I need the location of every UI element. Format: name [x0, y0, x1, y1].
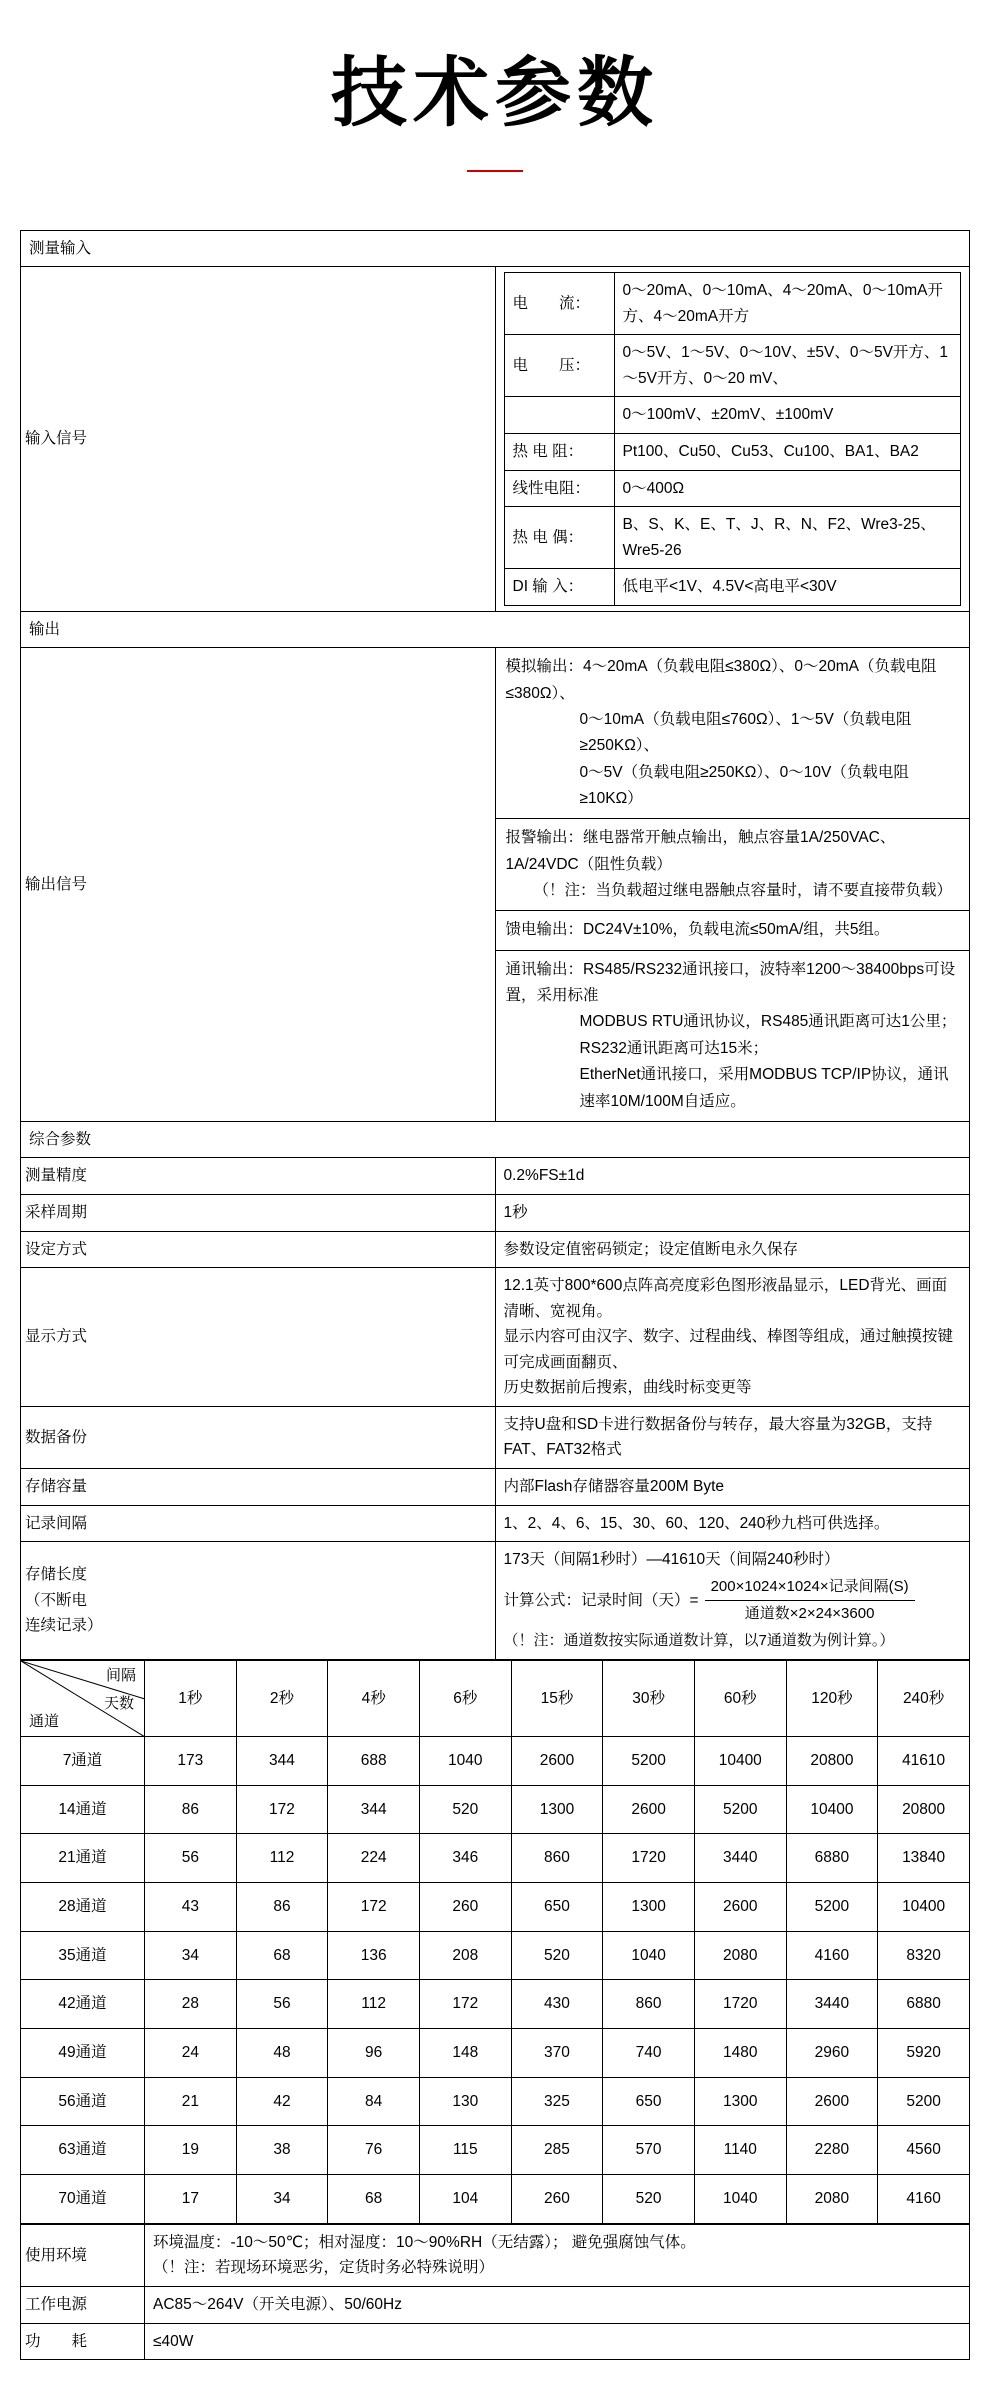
cell: 48 — [236, 2029, 328, 2078]
row-label-display: 显示方式 — [21, 1268, 496, 1407]
row-header: 49通道 — [21, 2029, 145, 2078]
cell: 740 — [603, 2029, 695, 2078]
table-row — [21, 2029, 970, 2078]
cell: 1040 — [603, 1931, 695, 1980]
length-line-1: 173天（间隔1秒时）—41610天（间隔240秒时） — [503, 1551, 840, 1569]
list-item — [504, 335, 961, 397]
cell: 5200 — [694, 1785, 786, 1834]
env-line-2: （！注：若现场环境恶劣，定货时务必特殊说明） — [153, 2259, 495, 2277]
cell: 112 — [236, 1834, 328, 1883]
output-comm-key: 通讯输出： — [505, 960, 584, 978]
cell: 650 — [603, 2077, 695, 2126]
col-header: 4秒 — [328, 1660, 420, 1736]
list-item — [496, 950, 970, 1121]
output-analog-key: 模拟输出： — [505, 658, 584, 676]
output-analog — [496, 648, 970, 819]
cell: 41610 — [878, 1736, 970, 1785]
cell: 8320 — [878, 1931, 970, 1980]
cell: 172 — [328, 1883, 420, 1932]
cell: 4160 — [878, 2175, 970, 2224]
row-label-length — [21, 1542, 496, 1660]
input-signal-value: 0～100mV、±20mV、±100mV — [614, 397, 961, 434]
cell: 172 — [419, 1980, 511, 2029]
cell: 208 — [419, 1931, 511, 1980]
section-header-general — [21, 1121, 970, 1158]
cell: 76 — [328, 2126, 420, 2175]
table-row — [21, 1931, 970, 1980]
cell: 56 — [145, 1834, 237, 1883]
cell: 148 — [419, 2029, 511, 2078]
matrix-corner-cell — [21, 1660, 145, 1736]
cell: 1720 — [694, 1980, 786, 2029]
cell: 430 — [511, 1980, 603, 2029]
input-signal-value: 0～5V、1～5V、0～10V、±5V、0～5V开方、1～5V开方、0～20 mV、 — [614, 335, 961, 397]
output-analog-line-1: 4～20mA（负载电阻≤380Ω）、0～20mA（负载电阻≤380Ω）、 — [505, 658, 937, 702]
cell: 224 — [328, 1834, 420, 1883]
col-header: 30秒 — [603, 1660, 695, 1736]
row-label-input-signal: 输入信号 — [21, 267, 496, 612]
table-row — [21, 1980, 970, 2029]
cell: 17 — [145, 2175, 237, 2224]
section-header-measure-input — [21, 230, 970, 267]
input-signal-key: 热 电 阻： — [504, 433, 614, 470]
row-header: 28通道 — [21, 1883, 145, 1932]
cell: 1040 — [419, 1736, 511, 1785]
formula-fraction — [705, 1575, 915, 1628]
row-header: 56通道 — [21, 2077, 145, 2126]
row-header: 70通道 — [21, 2175, 145, 2224]
table-row — [21, 1785, 970, 1834]
page-title-block — [20, 0, 970, 182]
cell: 104 — [419, 2175, 511, 2224]
output-analog-line-3: 0～5V（负载电阻≥250KΩ）、0～10V（负载电阻≥10KΩ） — [579, 763, 909, 808]
input-signal-value: 0～400Ω — [614, 470, 961, 507]
list-item — [504, 569, 961, 606]
row-value-display — [495, 1268, 970, 1407]
cell: 2080 — [694, 1931, 786, 1980]
output-analog-line-2: 0～10mA（负载电阻≤760Ω）、1～5V（负载电阻≥250KΩ）、 — [579, 711, 912, 755]
output-signal-groups — [496, 648, 970, 1121]
cell: 112 — [328, 1980, 420, 2029]
cell: 5200 — [786, 1883, 878, 1932]
input-signal-key: 热 电 偶： — [504, 507, 614, 569]
cell: 1480 — [694, 2029, 786, 2078]
cell: 38 — [236, 2126, 328, 2175]
cell: 325 — [511, 2077, 603, 2126]
row-label-environment: 使用环境 — [21, 2224, 145, 2286]
row-value-sampling: 1秒 — [495, 1194, 970, 1231]
row-accuracy — [21, 1158, 970, 1195]
table-row — [21, 1736, 970, 1785]
row-label-accuracy: 测量精度 — [21, 1158, 496, 1195]
row-output-signal — [21, 648, 970, 1122]
section-header-measure-input-label: 测量输入 — [21, 230, 970, 267]
col-header: 240秒 — [878, 1660, 970, 1736]
row-interval — [21, 1505, 970, 1542]
row-power — [21, 2286, 970, 2323]
row-value-setting: 参数设定值密码锁定；设定值断电永久保存 — [495, 1231, 970, 1268]
output-comm-line-2: MODBUS RTU通讯协议，RS485通讯距离可达1公里；RS232通讯距离可达15米； — [579, 1013, 957, 1057]
row-display — [21, 1268, 970, 1407]
cell: 19 — [145, 2126, 237, 2175]
row-label-storage: 存储容量 — [21, 1469, 496, 1506]
row-environment — [21, 2224, 970, 2286]
cell: 10400 — [694, 1736, 786, 1785]
row-label-sampling: 采样周期 — [21, 1194, 496, 1231]
cell: 2280 — [786, 2126, 878, 2175]
cell: 43 — [145, 1883, 237, 1932]
input-signal-value: 0～20mA、0～10mA、4～20mA、0～10mA开方、4～20mA开方 — [614, 273, 961, 335]
row-consumption — [21, 2323, 970, 2360]
row-label-setting: 设定方式 — [21, 1231, 496, 1268]
row-header: 21通道 — [21, 1834, 145, 1883]
page-title: 技术参数 — [331, 51, 659, 136]
cell: 20800 — [786, 1736, 878, 1785]
list-item — [496, 819, 970, 911]
output-feed-key: 馈电输出： — [505, 921, 584, 939]
row-length — [21, 1542, 970, 1660]
section-header-output — [21, 611, 970, 648]
cell: 56 — [236, 1980, 328, 2029]
list-item — [504, 470, 961, 507]
cell: 260 — [511, 2175, 603, 2224]
cell: 172 — [236, 1785, 328, 1834]
cell: 84 — [328, 2077, 420, 2126]
cell: 860 — [511, 1834, 603, 1883]
cell: 130 — [419, 2077, 511, 2126]
col-header: 120秒 — [786, 1660, 878, 1736]
cell: 2600 — [511, 1736, 603, 1785]
cell: 1720 — [603, 1834, 695, 1883]
cell: 24 — [145, 2029, 237, 2078]
display-line-2: 显示内容可由汉字、数字、过程曲线、棒图等组成，通过触摸按键可完成画面翻页、 — [503, 1328, 954, 1371]
cell: 4560 — [878, 2126, 970, 2175]
row-label-backup: 数据备份 — [21, 1406, 496, 1468]
table-header-row — [21, 1660, 970, 1736]
output-feed — [496, 911, 970, 950]
cell: 1300 — [694, 2077, 786, 2126]
row-value-backup: 支持U盘和SD卡进行数据备份与转存，最大容量为32GB，支持FAT、FAT32格式 — [495, 1406, 970, 1468]
cell: 344 — [236, 1736, 328, 1785]
cell: 1040 — [694, 2175, 786, 2224]
col-header: 2秒 — [236, 1660, 328, 1736]
cell: 2600 — [694, 1883, 786, 1932]
display-line-1: 12.1英寸800*600点阵高亮度彩色图形液晶显示，LED背光、画面清晰、宽视角。 — [503, 1277, 948, 1320]
section-header-general-label: 综合参数 — [21, 1121, 970, 1158]
col-header: 6秒 — [419, 1660, 511, 1736]
cell: 34 — [236, 2175, 328, 2224]
cell: 34 — [145, 1931, 237, 1980]
cell: 1300 — [603, 1883, 695, 1932]
cell: 520 — [419, 1785, 511, 1834]
table-row — [21, 2077, 970, 2126]
corner-label-days: 天数 — [103, 1694, 134, 1712]
cell: 136 — [328, 1931, 420, 1980]
cell: 260 — [419, 1883, 511, 1932]
list-item — [504, 433, 961, 470]
cell: 2600 — [786, 2077, 878, 2126]
length-label-line-3: 连续记录） — [25, 1617, 103, 1635]
row-value-output-signal — [495, 648, 970, 1122]
cell: 13840 — [878, 1834, 970, 1883]
input-signal-key: 电 流： — [504, 273, 614, 335]
row-setting — [21, 1231, 970, 1268]
output-alarm-line-1: 继电器常开触点输出，触点容量1A/250VAC、1A/24VDC（阻性负载） — [505, 829, 896, 873]
row-sampling — [21, 1194, 970, 1231]
input-signal-key — [504, 397, 614, 434]
cell: 21 — [145, 2077, 237, 2126]
row-value-accuracy: 0.2%FS±1d — [495, 1158, 970, 1195]
table-row — [21, 2175, 970, 2224]
list-item — [496, 911, 970, 950]
cell: 86 — [145, 1785, 237, 1834]
output-comm — [496, 950, 970, 1121]
cell: 1140 — [694, 2126, 786, 2175]
cell: 4160 — [786, 1931, 878, 1980]
cell: 86 — [236, 1883, 328, 1932]
cell: 2960 — [786, 2029, 878, 2078]
input-signal-value: 低电平<1V、4.5V<高电平<30V — [614, 569, 961, 606]
display-line-3: 历史数据前后搜索，曲线时标变更等 — [503, 1379, 752, 1397]
cell: 173 — [145, 1736, 237, 1785]
table-row — [21, 1883, 970, 1932]
col-header: 15秒 — [511, 1660, 603, 1736]
table-row — [21, 2126, 970, 2175]
record-time-matrix — [20, 1660, 970, 2224]
row-header: 35通道 — [21, 1931, 145, 1980]
row-header: 7通道 — [21, 1736, 145, 1785]
formula-prefix: 计算公式：记录时间（天）= — [503, 1592, 699, 1610]
row-value-environment — [145, 2224, 970, 2286]
cell: 860 — [603, 1980, 695, 2029]
cell: 1300 — [511, 1785, 603, 1834]
spec-table-footer — [20, 2224, 970, 2360]
row-value-length — [495, 1542, 970, 1660]
length-note: （！注：通道数按实际通道数计算，以7通道数为例计算。） — [503, 1632, 895, 1650]
cell: 5200 — [603, 1736, 695, 1785]
cell: 570 — [603, 2126, 695, 2175]
input-signal-key: 线性电阻： — [504, 470, 614, 507]
row-value-interval: 1、2、4、6、15、30、60、120、240秒九档可供选择。 — [495, 1505, 970, 1542]
cell: 520 — [511, 1931, 603, 1980]
row-label-power: 工作电源 — [21, 2286, 145, 2323]
row-value-storage: 内部Flash存储器容量200M Byte — [495, 1469, 970, 1506]
row-value-power: AC85～264V（开关电源）、50/60Hz — [145, 2286, 970, 2323]
list-item — [504, 397, 961, 434]
cell: 370 — [511, 2029, 603, 2078]
row-label-interval: 记录间隔 — [21, 1505, 496, 1542]
input-signal-key: 电 压： — [504, 335, 614, 397]
list-item — [504, 273, 961, 335]
cell: 346 — [419, 1834, 511, 1883]
row-value-input-signal — [495, 267, 970, 612]
section-header-output-label: 输出 — [21, 611, 970, 648]
cell: 3440 — [694, 1834, 786, 1883]
corner-label-channel: 通道 — [29, 1712, 60, 1730]
cell: 2600 — [603, 1785, 695, 1834]
cell: 650 — [511, 1883, 603, 1932]
input-signal-list — [504, 272, 962, 606]
length-label-line-2: （不断电 — [25, 1591, 88, 1609]
cell: 6880 — [878, 1980, 970, 2029]
cell: 10400 — [878, 1883, 970, 1932]
input-signal-key: DI 输 入： — [504, 569, 614, 606]
cell: 42 — [236, 2077, 328, 2126]
formula-numerator: 200×1024×1024×记录间隔(S) — [705, 1575, 915, 1602]
output-alarm-key: 报警输出： — [505, 829, 584, 847]
cell: 5200 — [878, 2077, 970, 2126]
cell: 5920 — [878, 2029, 970, 2078]
row-header: 42通道 — [21, 1980, 145, 2029]
input-signal-value: B、S、K、E、T、J、R、N、F2、Wre3-25、Wre5-26 — [614, 507, 961, 569]
row-label-output-signal: 输出信号 — [21, 648, 496, 1122]
table-row — [21, 1834, 970, 1883]
cell: 68 — [236, 1931, 328, 1980]
row-header: 63通道 — [21, 2126, 145, 2175]
cell: 2080 — [786, 2175, 878, 2224]
row-input-signal — [21, 267, 970, 612]
spec-table-main — [20, 230, 970, 1660]
length-label-line-1: 存储长度 — [25, 1566, 88, 1584]
row-storage — [21, 1469, 970, 1506]
list-item — [504, 507, 961, 569]
list-item — [496, 648, 970, 819]
row-label-consumption: 功 耗 — [21, 2323, 145, 2360]
env-line-1: 环境温度：-10～50℃；相对湿度：10～90%RH（无结露）； 避免强腐蚀气体。 — [153, 2233, 696, 2251]
cell: 20800 — [878, 1785, 970, 1834]
output-comm-line-3: EtherNet通讯接口，采用MODBUS TCP/IP协议，通讯速率10M/100M自适应。 — [579, 1066, 949, 1110]
row-value-consumption: ≤40W — [145, 2323, 970, 2360]
output-feed-line-1: DC24V±10%，负载电流≤50mA/组，共5组。 — [583, 921, 890, 939]
row-backup — [21, 1406, 970, 1468]
cell: 6880 — [786, 1834, 878, 1883]
output-comm-line-1: RS485/RS232通讯接口，波特率1200～38400bps可设置，采用标准 — [505, 960, 956, 1005]
cell: 28 — [145, 1980, 237, 2029]
col-header: 1秒 — [145, 1660, 237, 1736]
length-formula — [504, 1573, 962, 1630]
row-header: 14通道 — [21, 1785, 145, 1834]
output-alarm — [496, 819, 970, 911]
cell: 68 — [328, 2175, 420, 2224]
output-alarm-line-2: （！注：当负载超过继电器触点容量时，请不要直接带负载） — [533, 882, 953, 900]
title-divider — [467, 170, 523, 172]
cell: 115 — [419, 2126, 511, 2175]
cell: 688 — [328, 1736, 420, 1785]
input-signal-value: Pt100、Cu50、Cu53、Cu100、BA1、BA2 — [614, 433, 961, 470]
cell: 520 — [603, 2175, 695, 2224]
cell: 344 — [328, 1785, 420, 1834]
cell: 3440 — [786, 1980, 878, 2029]
cell: 96 — [328, 2029, 420, 2078]
corner-label-interval: 间隔 — [105, 1666, 136, 1684]
col-header: 60秒 — [694, 1660, 786, 1736]
cell: 10400 — [786, 1785, 878, 1834]
formula-denominator: 通道数×2×24×3600 — [744, 1605, 875, 1623]
spec-table-block — [20, 230, 970, 2361]
cell: 285 — [511, 2126, 603, 2175]
